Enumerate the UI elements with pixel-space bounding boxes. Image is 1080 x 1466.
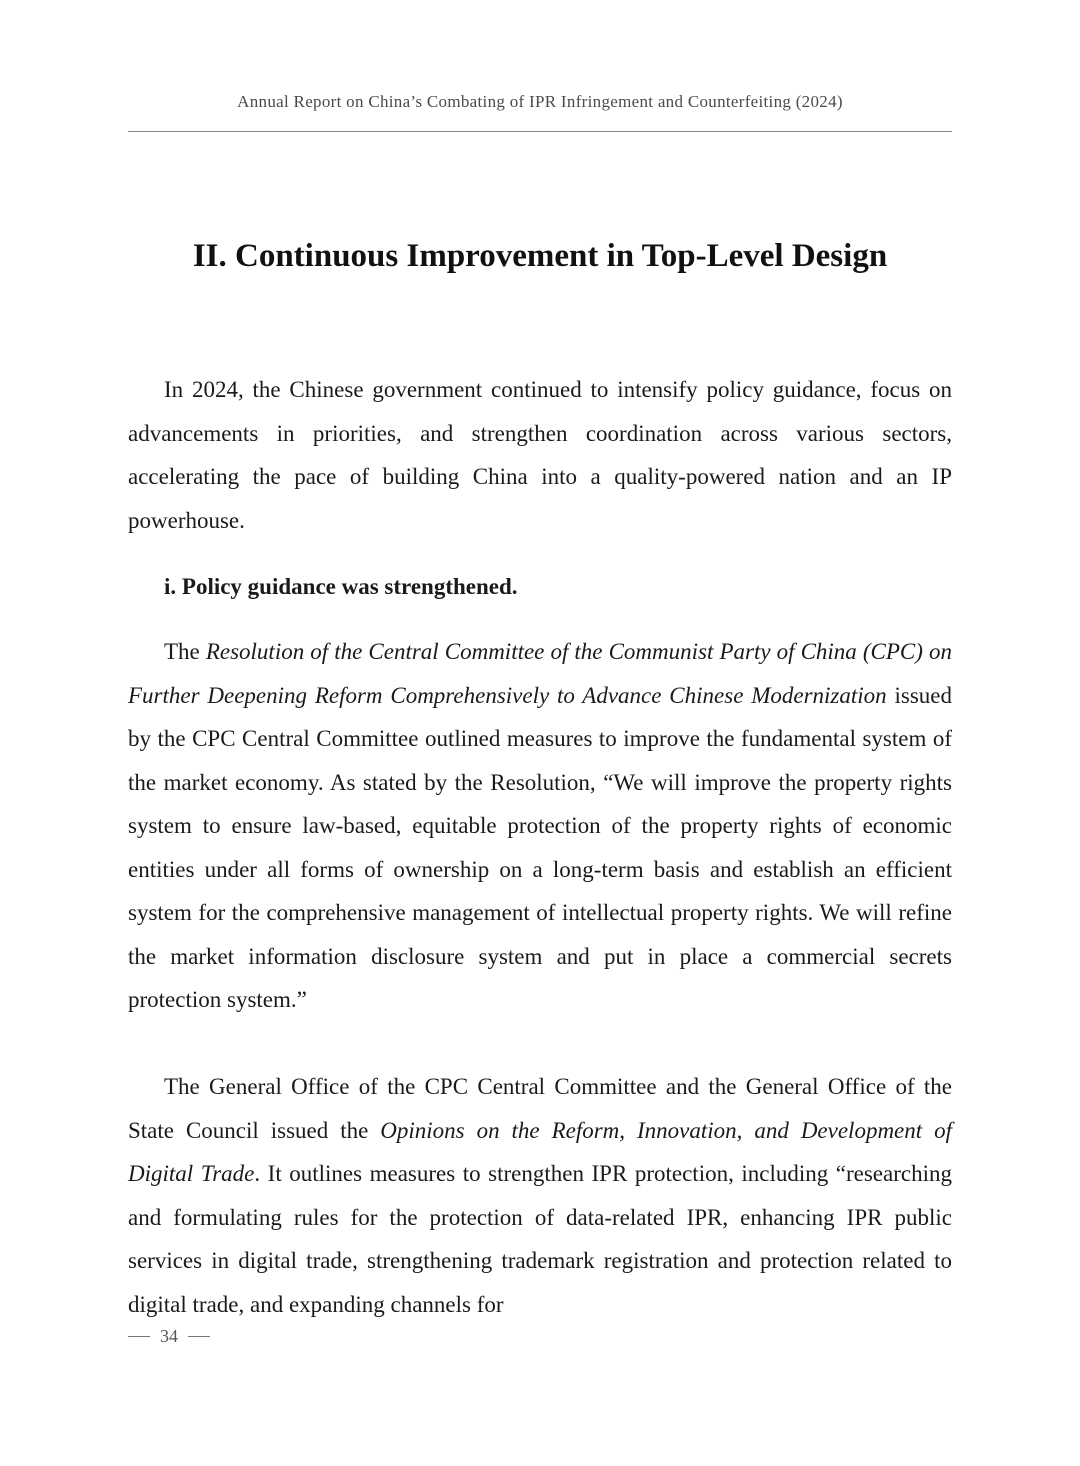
running-header: Annual Report on China’s Combating of IPR Infringement and Counterfeiting (2024) bbox=[237, 92, 843, 111]
resolution-paragraph bbox=[128, 630, 952, 1022]
page-number-value: 34 bbox=[160, 1326, 178, 1346]
paragraph-lead: The bbox=[164, 639, 206, 664]
page-number-dash-right bbox=[188, 1336, 210, 1337]
document-title-italic: Resolution of the Central Committee of the Communist Party of China (CPC) on Further Deepening Reform Comprehensively to Advance Chinese Modernization bbox=[128, 639, 952, 708]
opinions-paragraph bbox=[128, 1065, 952, 1326]
paragraph-body: issued by the CPC Central Committee outlined measures to improve the fundamental system of the market economy. As stated by the Resolution, “We will improve the property rights system to ensure law-based, equitable protection of the property rights of economic entities under all forms of ownership on a long-term basis and establish an efficient system for the comprehensive management of intellectual property rights. We will refine the market information disclosure system and put in place a commercial secrets protection system.” bbox=[128, 682, 952, 1012]
intro-paragraph: In 2024, the Chinese government continued to intensify policy guidance, focus on advancements in priorities, and strengthen coordination across various sectors, accelerating the pace of building China into a quality-powered nation and an IP powerhouse. bbox=[128, 377, 952, 533]
page-number-dash-left bbox=[128, 1336, 150, 1337]
page-number bbox=[128, 1326, 210, 1347]
paragraph-body: . It outlines measures to strengthen IPR protection, including “researching and formulating rules for the protection of data-related IPR, enhancing IPR public services in digital trade, strengthening trademark registration and protection related to digital trade, and expanding channels for bbox=[128, 1161, 952, 1317]
chapter-title: II. Continuous Improvement in Top-Level Design bbox=[192, 238, 888, 274]
header-divider bbox=[128, 131, 952, 132]
section-heading: i. Policy guidance was strengthened. bbox=[164, 574, 518, 599]
document-title-italic: Opinions on the Reform, Innovation, and Development of Digital Trade bbox=[128, 1117, 952, 1186]
paragraph-lead: The General Office of the CPC Central Committee and the General Office of the State Council issued the bbox=[128, 1074, 952, 1143]
